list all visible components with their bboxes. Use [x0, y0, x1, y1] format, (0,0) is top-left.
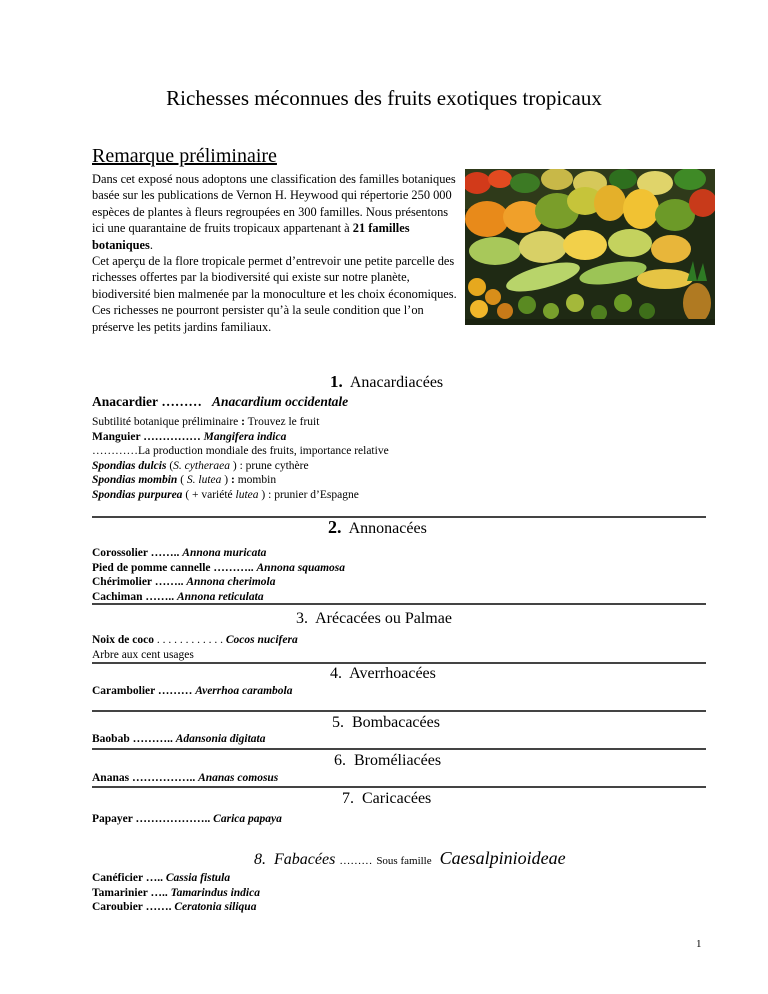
family-rule — [92, 710, 706, 712]
family-name: Arécacées ou Palmae — [315, 610, 452, 627]
intro-text-2: Cet aperçu de la flore tropicale permet d’entrevoir une petite parcelle des richesses offertes par la biodiversité qui existe sur notre planète, biodiversité bien malmenée par la monoculture et les choix économiques. Ces richesses ne pourront persister qu’à la seule condition que l’on préserve les petits jardins familiaux. — [92, 254, 457, 334]
latin-name: Spondias dulcis — [92, 459, 167, 472]
section-heading-preliminary: Remarque préliminaire — [92, 145, 277, 167]
subtilite-line — [92, 415, 389, 430]
family-name: Annonacées — [348, 520, 427, 537]
intro-bold-text: 21 familles botaniques — [92, 221, 410, 252]
common-name: Tamarinier — [92, 886, 148, 899]
common-name: Caroubier — [92, 901, 143, 913]
latin-name: Tamarindus indica — [170, 886, 260, 899]
latin-name: Ceratonia siliqua — [174, 901, 257, 913]
latin-name: Spondias purpurea — [92, 488, 183, 501]
species-manguier — [92, 430, 389, 445]
family-heading-3 — [296, 610, 452, 628]
common-note: mombin — [234, 474, 277, 486]
family-name: Fabacées — [274, 851, 336, 868]
common-name: Manguier — [92, 430, 141, 443]
species-caneficier — [92, 871, 260, 886]
leader-dots: ……… — [161, 394, 202, 409]
leader-dots: ….. — [142, 872, 166, 884]
family-heading-7 — [342, 790, 431, 808]
family-number: 4. — [330, 665, 342, 682]
species-list-arecacees — [92, 633, 298, 662]
note-arbre: Arbre aux cent usages — [92, 648, 194, 661]
family-heading-6 — [334, 752, 441, 770]
common-name: Corossolier — [92, 547, 148, 559]
species-ananas — [92, 771, 278, 786]
species-spondias-mombin — [92, 473, 389, 488]
leader-dots: ……… — [155, 685, 196, 697]
latin-name: Mangifera indica — [203, 430, 287, 443]
species-list-fabacees — [92, 871, 260, 915]
family-number: 3. — [296, 610, 308, 627]
preliminary-paragraph — [92, 171, 462, 335]
family-number: 6. — [334, 752, 346, 769]
common-name: Canéficier — [92, 872, 143, 884]
subtilite-text: Subtilité botanique préliminaire — [92, 416, 242, 428]
common-name: Ananas — [92, 772, 130, 784]
common-note: ) : prune cythère — [230, 459, 309, 472]
common-name: Cachiman — [92, 590, 143, 603]
leader-dots: …………… — [140, 430, 204, 443]
leader-dots: ……….. — [129, 733, 176, 745]
family-number: 1. — [330, 372, 343, 391]
family-rule — [92, 603, 706, 605]
leader-dots: ……. — [142, 901, 175, 913]
leader-dots: ……………….. — [132, 813, 214, 825]
subfamily-name: Caesalpinioideae — [439, 848, 566, 868]
tropical-fruits-photo — [465, 169, 715, 325]
species-list-anacardiacees — [92, 415, 389, 502]
common-name: Papayer — [92, 813, 133, 825]
common-name: Baobab — [92, 733, 130, 745]
species-tamarinier — [92, 886, 260, 901]
intro-text-end: . — [149, 237, 153, 252]
common-note: ) : prunier d’Espagne — [258, 488, 359, 501]
species-caroubier — [92, 900, 260, 915]
family-name: Bombacacées — [352, 714, 440, 731]
family-rule — [92, 748, 706, 750]
production-line: …………La production mondiale des fruits, importance relative — [92, 445, 389, 457]
species-spondias-dulcis — [92, 459, 389, 474]
subfamily-label: Sous famille — [376, 855, 432, 867]
species-noix-de-coco — [92, 633, 298, 648]
colon: : — [241, 416, 245, 428]
family-heading-5 — [332, 714, 440, 732]
family-rule — [92, 662, 706, 664]
leader-dots: …….. — [142, 590, 177, 603]
synonym: S. lutea — [186, 474, 222, 486]
latin-name: Anacardium occidentale — [211, 394, 349, 409]
leader-dots: …………….. — [129, 772, 199, 784]
species-baobab — [92, 732, 266, 747]
latin-name: Carica papaya — [213, 813, 282, 825]
common-name: Carambolier — [92, 685, 156, 697]
latin-name: Annona reticulata — [176, 590, 264, 603]
common-name: Noix de coco — [92, 634, 154, 646]
family-name: Caricacées — [362, 790, 432, 807]
family-rule — [92, 786, 706, 788]
species-spondias-purpurea — [92, 488, 389, 503]
common-name: Chérimolier — [92, 576, 152, 588]
family-number: 2. — [328, 517, 342, 537]
species-pomme-cannelle — [92, 561, 345, 576]
species-list-annonacees — [92, 546, 345, 604]
latin-name: Spondias mombin — [92, 474, 178, 486]
common-name: Anacardier — [92, 394, 158, 409]
latin-name: Annona squamosa — [256, 561, 346, 574]
latin-name: Cocos nucifera — [225, 634, 298, 646]
latin-name: Annona cherimola — [186, 576, 276, 588]
synonym: S. cytheraea — [173, 459, 231, 472]
species-cherimolier — [92, 575, 345, 590]
paren: ) — [221, 474, 232, 486]
leader-dots: ……… — [339, 855, 373, 867]
species-corossolier — [92, 546, 345, 561]
species-cachiman — [92, 590, 345, 605]
variety: lutea — [235, 488, 259, 501]
common-name: Pied de pomme cannelle — [92, 561, 211, 574]
species-anacardier — [92, 395, 348, 410]
family-heading-2 — [328, 517, 427, 538]
paren: ( — [166, 459, 174, 472]
family-number: 5. — [332, 714, 344, 731]
leader-dots: …….. — [147, 547, 183, 559]
family-heading-4 — [330, 665, 436, 683]
species-carambolier — [92, 684, 293, 699]
family-name: Averrhoacées — [349, 665, 436, 682]
latin-name: Ananas comosus — [198, 772, 279, 784]
family-number: 7. — [342, 790, 354, 807]
subtilite-rest: Trouvez le fruit — [245, 416, 320, 428]
family-number: 8. — [254, 851, 266, 868]
leader-dots: ….. — [147, 886, 171, 899]
intro-text: Dans cet exposé nous adoptons une classification des familles botaniques basée sur les publications de Vernon H. Heywood qui répertorie 250 000 espèces de plantes à fleurs regroupées en 300 familles. Nous présentons ici une quarantaine de fruits tropicaux appartenant à — [92, 172, 456, 236]
latin-name: Cassia fistula — [165, 872, 231, 884]
page-title: Richesses méconnues des fruits exotiques tropicaux — [166, 86, 602, 110]
family-heading-8 — [254, 848, 566, 869]
leader-dots: …….. — [151, 576, 187, 588]
variety-prefix: ( + variété — [182, 488, 236, 501]
colon: : — [231, 474, 235, 486]
family-heading-1 — [330, 372, 443, 392]
family-name: Broméliacées — [354, 752, 442, 769]
latin-name: Adansonia digitata — [175, 733, 266, 745]
latin-name: Averrhoa carambola — [195, 685, 293, 697]
page-number: 1 — [696, 938, 702, 950]
leader-dots: ……….. — [210, 561, 257, 574]
paren: ( — [177, 474, 187, 486]
latin-name: Annona muricata — [182, 547, 267, 559]
family-name: Anacardiacées — [349, 374, 444, 391]
species-papayer — [92, 812, 282, 827]
leader-dots: . . . . . . . . . . . . — [153, 634, 226, 646]
